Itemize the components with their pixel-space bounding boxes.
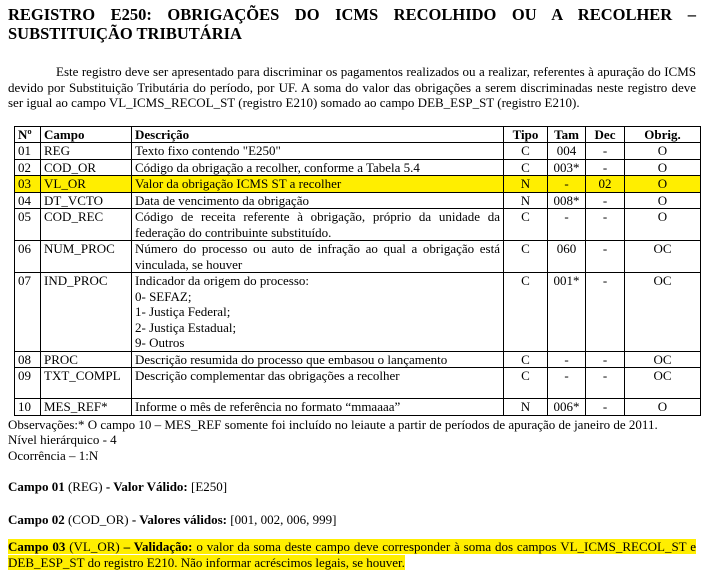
- cell-tam: 060: [548, 241, 586, 273]
- cell-campo: TXT_COMPL: [41, 368, 132, 399]
- cell-n: 01: [15, 143, 41, 160]
- campo-name: (REG): [67, 479, 103, 494]
- cell-descricao: Descrição resumida do processo que embasou o lançamento: [132, 351, 504, 368]
- campo02-rule: [8, 512, 696, 528]
- intro-paragraph: Este registro deve ser apresentado para discriminar os pagamentos realizados ou a realizar, referentes à apuração do ICMS devido por Substituição Tributária do período, por UF. A soma do valor das obrigações a serem discriminadas neste registro deve ser igual ao campo VL_ICMS_RECOL_ST (registro E210) somado ao campo DEB_ESP_ST (registro E210).: [8, 64, 696, 110]
- cell-campo: DT_VCTO: [41, 192, 132, 209]
- cell-obrig: O: [625, 143, 701, 160]
- cell-n: 08: [15, 351, 41, 368]
- desc-line: 0- SEFAZ;: [135, 288, 192, 304]
- cell-tipo: C: [504, 209, 548, 241]
- cell-tam: -: [548, 176, 586, 193]
- desc-line: 9- Outros: [135, 335, 185, 350]
- cell-dec: -: [586, 351, 625, 368]
- campo-value: [E250]: [191, 479, 228, 494]
- cell-campo: VL_OR: [41, 176, 132, 193]
- cell-n: 02: [15, 159, 41, 176]
- desc-line: 2- Justiça Estadual;: [135, 319, 237, 335]
- cell-campo: COD_REC: [41, 209, 132, 241]
- header-dec: Dec: [586, 126, 625, 143]
- cell-descricao: Valor da obrigação ICMS ST a recolher: [132, 176, 504, 193]
- cell-campo: IND_PROC: [41, 273, 132, 352]
- cell-descricao: Número do processo ou auto de infração ao qual a obrigação está vinculada, se houver: [132, 241, 504, 273]
- table-header-row: [15, 126, 701, 143]
- desc-line: 1- Justiça Federal;: [135, 304, 231, 319]
- cell-dec: -: [586, 159, 625, 176]
- cell-obrig: OC: [625, 351, 701, 368]
- header-descricao: Descrição: [132, 126, 504, 143]
- campo-label: Campo 01: [8, 479, 65, 494]
- header-n: Nº: [15, 126, 41, 143]
- cell-campo: PROC: [41, 351, 132, 368]
- cell-dec: -: [586, 399, 625, 416]
- campo-rule: - Valor Válido:: [105, 479, 188, 494]
- cell-descricao: Informe o mês de referência no formato “mmaaaa”: [132, 399, 504, 416]
- campo-label: Campo 02: [8, 511, 65, 527]
- table-row: [15, 399, 701, 416]
- cell-dec: 02: [586, 176, 625, 193]
- cell-obrig: O: [625, 399, 701, 416]
- cell-tam: -: [548, 368, 586, 399]
- cell-tipo: C: [504, 143, 548, 160]
- cell-tam: -: [548, 209, 586, 241]
- cell-n: 05: [15, 209, 41, 241]
- header-tam: Tam: [548, 126, 586, 143]
- cell-tipo: C: [504, 351, 548, 368]
- table-row: [15, 368, 701, 399]
- cell-obrig: OC: [625, 241, 701, 273]
- table-row: [15, 176, 701, 193]
- cell-tipo: C: [504, 273, 548, 352]
- header-obrig: Obrig.: [625, 126, 701, 143]
- cell-obrig: O: [625, 209, 701, 241]
- cell-descricao: Descrição complementar das obrigações a recolher: [132, 368, 504, 399]
- cell-tipo: C: [504, 241, 548, 273]
- cell-dec: -: [586, 143, 625, 160]
- hierarchy-level: Nível hierárquico - 4: [8, 432, 117, 447]
- cell-n: 06: [15, 241, 41, 273]
- cell-tipo: N: [504, 176, 548, 193]
- cell-obrig: O: [625, 176, 701, 193]
- cell-descricao: Código da obrigação a recolher, conforme a Tabela 5.4: [132, 159, 504, 176]
- campo-name: (COD_OR): [67, 511, 129, 527]
- cell-obrig: OC: [625, 273, 701, 352]
- campo-value: o valor da soma deste campo deve corresponder à soma dos campos VL_ICMS_RECOL_ST e DEB_ESP_ST do registro E210. Não informar acréscimos legais, se houver.: [8, 539, 697, 570]
- cell-tipo: N: [504, 192, 548, 209]
- campo-value: [001, 002, 006, 999]: [230, 511, 337, 527]
- cell-dec: -: [586, 241, 625, 273]
- cell-descricao: [132, 273, 504, 352]
- campo-rule: - Valores válidos:: [131, 511, 227, 527]
- cell-tipo: N: [504, 399, 548, 416]
- cell-n: 09: [15, 368, 41, 399]
- cell-tam: -: [548, 351, 586, 368]
- cell-tam: 001*: [548, 273, 586, 352]
- table-row: [15, 351, 701, 368]
- occurrence: Ocorrência – 1:N: [8, 447, 99, 463]
- header-tipo: Tipo: [504, 126, 548, 143]
- cell-descricao: Código de receita referente à obrigação, próprio da unidade da federação do contribuinte substituído.: [132, 209, 504, 241]
- cell-tam: 003*: [548, 159, 586, 176]
- fields-table: [14, 126, 701, 416]
- notes: [8, 417, 696, 464]
- cell-obrig: O: [625, 159, 701, 176]
- campo03-rule: [8, 539, 696, 570]
- cell-obrig: O: [625, 192, 701, 209]
- cell-tam: 006*: [548, 399, 586, 416]
- cell-dec: -: [586, 192, 625, 209]
- cell-dec: -: [586, 368, 625, 399]
- desc-line: Indicador da origem do processo:: [135, 273, 310, 288]
- campo-label: Campo 03: [8, 539, 66, 554]
- cell-tipo: C: [504, 159, 548, 176]
- cell-n: 07: [15, 273, 41, 352]
- table-row: [15, 241, 701, 273]
- cell-dec: -: [586, 209, 625, 241]
- page-title: REGISTRO E250: OBRIGAÇÕES DO ICMS RECOLHIDO OU A RECOLHER – SUBSTITUIÇÃO TRIBUTÁRIA: [8, 5, 696, 43]
- cell-obrig: OC: [625, 368, 701, 399]
- cell-campo: MES_REF*: [41, 399, 132, 416]
- header-campo: Campo: [41, 126, 132, 143]
- cell-n: 04: [15, 192, 41, 209]
- table-row: [15, 192, 701, 209]
- cell-campo: REG: [41, 143, 132, 160]
- cell-n: 03: [15, 176, 41, 193]
- table-row: [15, 159, 701, 176]
- cell-campo: NUM_PROC: [41, 241, 132, 273]
- cell-dec: -: [586, 273, 625, 352]
- cell-tipo: C: [504, 368, 548, 399]
- cell-tam: 008*: [548, 192, 586, 209]
- campo-rule: – Validação:: [123, 539, 193, 554]
- cell-descricao: Texto fixo contendo "E250": [132, 143, 504, 160]
- cell-descricao: Data de vencimento da obrigação: [132, 192, 504, 209]
- cell-campo: COD_OR: [41, 159, 132, 176]
- table-row: [15, 143, 701, 160]
- campo-name: (VL_OR): [69, 539, 120, 554]
- observations: Observações:* O campo 10 – MES_REF somente foi incluído no leiaute a partir de períodos de apuração de janeiro de 2011.: [8, 416, 658, 432]
- table-row: [15, 209, 701, 241]
- cell-tam: 004: [548, 143, 586, 160]
- campo01-rule: [8, 479, 696, 495]
- cell-n: 10: [15, 399, 41, 416]
- table-row: [15, 273, 701, 352]
